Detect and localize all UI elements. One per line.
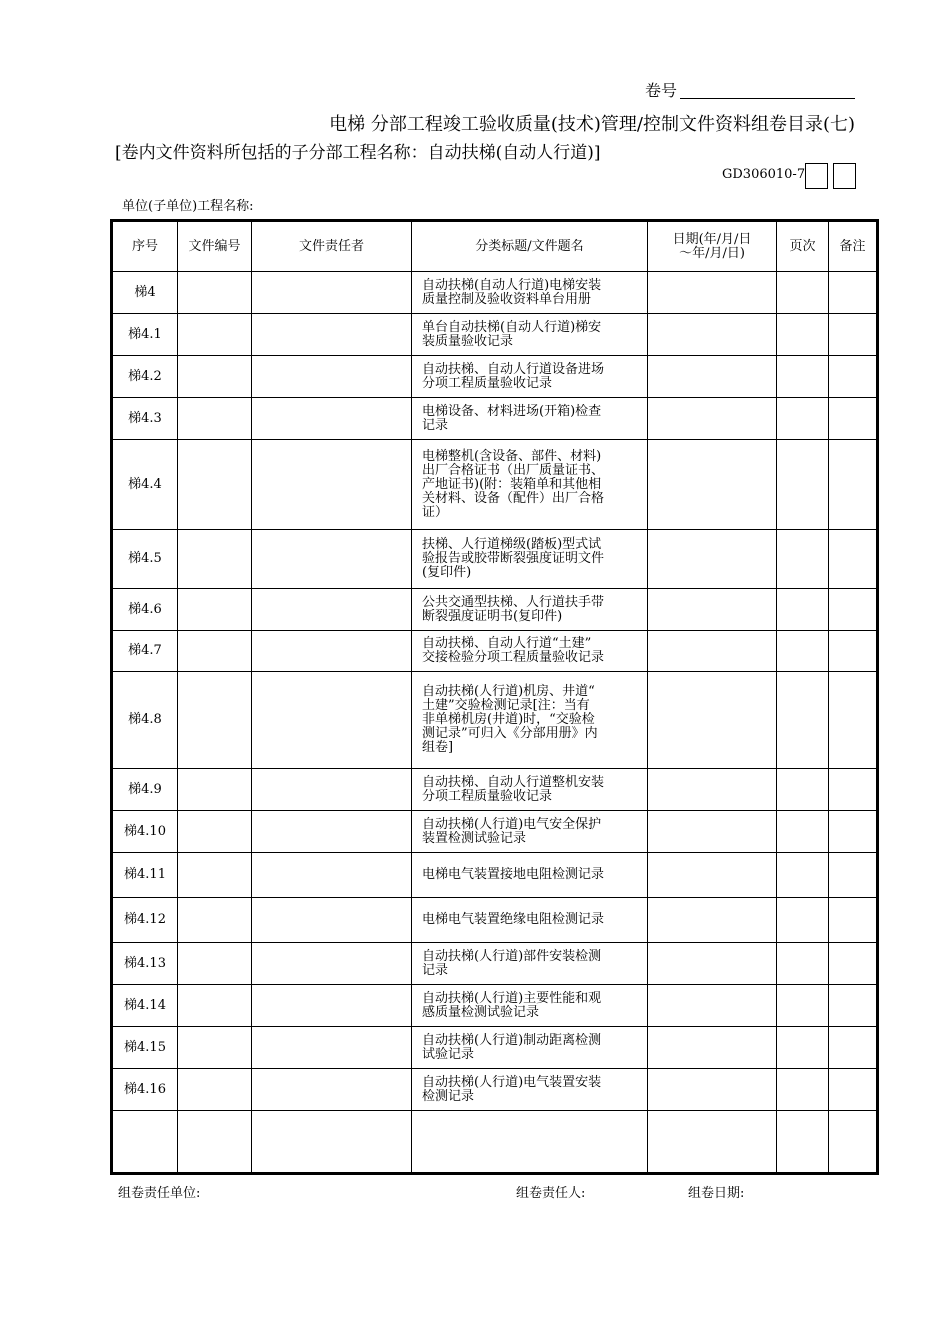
table-row [112, 1111, 878, 1174]
empty-cell [252, 898, 412, 943]
empty-cell [252, 1111, 412, 1174]
row-number: 梯4.5 [112, 530, 178, 589]
empty-cell [648, 985, 777, 1027]
empty-cell [252, 811, 412, 853]
empty-cell [252, 769, 412, 811]
footer-person-label: 组卷责任人: [516, 1186, 586, 1201]
code-box-2 [833, 163, 856, 189]
unit-name-label: 单位(子单位)工程名称: [122, 199, 254, 214]
empty-cell [178, 356, 252, 398]
form-code: GD306010-7 [722, 167, 806, 182]
row-number: 梯4.15 [112, 1027, 178, 1069]
empty-cell [648, 853, 777, 898]
file-title: 自动扶梯、自动人行道设备进场 分项工程质量验收记录 [412, 356, 648, 398]
empty-cell [829, 1111, 878, 1174]
volume-label: 卷号 [645, 81, 678, 100]
empty-cell [178, 898, 252, 943]
file-title: 自动扶梯(人行道)主要性能和观 感质量检测试验记录 [412, 985, 648, 1027]
empty-cell [829, 272, 878, 314]
file-title: 自动扶梯、自动人行道“土建” 交接检验分项工程质量验收记录 [412, 631, 648, 672]
row-number: 梯4.14 [112, 985, 178, 1027]
empty-cell [178, 985, 252, 1027]
empty-cell [777, 589, 829, 631]
empty-cell [252, 631, 412, 672]
footer-unit-label: 组卷责任单位: [118, 1186, 201, 1201]
empty-cell [829, 943, 878, 985]
empty-cell [648, 769, 777, 811]
empty-cell [178, 811, 252, 853]
table-row [112, 314, 878, 356]
empty-cell [178, 672, 252, 769]
row-number: 梯4.11 [112, 853, 178, 898]
subtitle: [卷内文件资料所包括的子分部工程名称：自动扶梯(自动人行道)] [115, 143, 601, 163]
empty-cell [777, 272, 829, 314]
empty-cell [178, 1027, 252, 1069]
file-title: 单台自动扶梯(自动人行道)梯安 装质量验收记录 [412, 314, 648, 356]
empty-cell [648, 898, 777, 943]
file-title: 电梯电气装置接地电阻检测记录 [412, 853, 648, 898]
row-number: 梯4.8 [112, 672, 178, 769]
empty-cell [829, 589, 878, 631]
empty-cell [648, 1069, 777, 1111]
column-header: 分类标题/文件题名 [412, 221, 648, 272]
empty-cell [829, 811, 878, 853]
empty-cell [829, 314, 878, 356]
page-title: 电梯 分部工程竣工验收质量(技术)管理/控制文件资料组卷目录(七) [329, 114, 855, 135]
column-header: 序号 [112, 221, 178, 272]
empty-cell [648, 811, 777, 853]
empty-cell [648, 356, 777, 398]
file-title: 电梯电气装置绝缘电阻检测记录 [412, 898, 648, 943]
empty-cell [829, 398, 878, 440]
empty-cell [178, 530, 252, 589]
table-row [112, 631, 878, 672]
table-row [112, 898, 878, 943]
empty-cell [648, 440, 777, 530]
empty-cell [777, 1111, 829, 1174]
table-row [112, 589, 878, 631]
empty-cell [252, 1027, 412, 1069]
empty-cell [252, 356, 412, 398]
empty-cell [829, 1027, 878, 1069]
row-number: 梯4.4 [112, 440, 178, 530]
row-number: 梯4.12 [112, 898, 178, 943]
file-title [412, 1111, 648, 1174]
table-row [112, 853, 878, 898]
empty-cell [829, 440, 878, 530]
file-title: 电梯整机(含设备、部件、材料) 出厂合格证书（出厂质量证书、 产地证书)(附：装箱单和其他相 关材料、设备（配件）出厂合格 证） [412, 440, 648, 530]
empty-cell [178, 1111, 252, 1174]
empty-cell [252, 440, 412, 530]
empty-cell [777, 1069, 829, 1111]
column-header: 日期(年/月/日 ～年/月/日) [648, 221, 777, 272]
empty-cell [829, 853, 878, 898]
empty-cell [252, 589, 412, 631]
row-number: 梯4.16 [112, 1069, 178, 1111]
empty-cell [252, 272, 412, 314]
empty-cell [777, 811, 829, 853]
empty-cell [777, 314, 829, 356]
empty-cell [648, 530, 777, 589]
footer-date-label: 组卷日期: [688, 1186, 745, 1201]
empty-cell [648, 1111, 777, 1174]
empty-cell [648, 1027, 777, 1069]
file-title: 电梯设备、材料进场(开箱)检查 记录 [412, 398, 648, 440]
empty-cell [252, 672, 412, 769]
table-row [112, 440, 878, 530]
file-title: 扶梯、人行道梯级(踏板)型式试 验报告或胶带断裂强度证明文件 (复印件) [412, 530, 648, 589]
empty-cell [829, 631, 878, 672]
empty-cell [648, 672, 777, 769]
row-number: 梯4.6 [112, 589, 178, 631]
empty-cell [648, 631, 777, 672]
column-header: 文件责任者 [252, 221, 412, 272]
empty-cell [252, 314, 412, 356]
empty-cell [178, 440, 252, 530]
empty-cell [829, 672, 878, 769]
empty-cell [252, 943, 412, 985]
table-row [112, 985, 878, 1027]
empty-cell [829, 769, 878, 811]
table-row [112, 672, 878, 769]
file-title: 自动扶梯(人行道)制动距离检测 试验记录 [412, 1027, 648, 1069]
column-header: 备注 [829, 221, 878, 272]
table-row [112, 811, 878, 853]
row-number: 梯4.13 [112, 943, 178, 985]
empty-cell [648, 272, 777, 314]
empty-cell [829, 898, 878, 943]
empty-cell [648, 314, 777, 356]
empty-cell [777, 769, 829, 811]
row-number: 梯4.2 [112, 356, 178, 398]
empty-cell [178, 943, 252, 985]
row-number: 梯4.9 [112, 769, 178, 811]
row-number: 梯4.3 [112, 398, 178, 440]
table-row [112, 530, 878, 589]
empty-cell [252, 530, 412, 589]
empty-cell [178, 1069, 252, 1111]
empty-cell [252, 853, 412, 898]
file-title: 自动扶梯(人行道)部件安装检测 记录 [412, 943, 648, 985]
empty-cell [777, 943, 829, 985]
row-number: 梯4 [112, 272, 178, 314]
empty-cell [829, 985, 878, 1027]
empty-cell [829, 530, 878, 589]
file-title: 自动扶梯(人行道)电气安全保护 装置检测试验记录 [412, 811, 648, 853]
table-row [112, 398, 878, 440]
file-title: 自动扶梯(人行道)机房、井道“ 土建”交验检测记录[注：当有 非单梯机房(井道)时，“交验检 测记录”可归入《分部用册》内 组卷] [412, 672, 648, 769]
empty-cell [777, 631, 829, 672]
empty-cell [777, 356, 829, 398]
empty-cell [178, 853, 252, 898]
row-number: 梯4.1 [112, 314, 178, 356]
file-title: 自动扶梯(人行道)电气装置安装 检测记录 [412, 1069, 648, 1111]
empty-cell [178, 398, 252, 440]
empty-cell [178, 769, 252, 811]
empty-cell [777, 985, 829, 1027]
empty-cell [648, 589, 777, 631]
table-row [112, 272, 878, 314]
empty-cell [829, 1069, 878, 1111]
empty-cell [777, 398, 829, 440]
row-number: 梯4.10 [112, 811, 178, 853]
empty-cell [777, 672, 829, 769]
file-title: 自动扶梯、自动人行道整机安装 分项工程质量验收记录 [412, 769, 648, 811]
column-header: 页次 [777, 221, 829, 272]
empty-cell [252, 985, 412, 1027]
empty-cell [648, 943, 777, 985]
code-box-1 [805, 163, 828, 189]
table-row [112, 356, 878, 398]
empty-cell [777, 530, 829, 589]
empty-cell [777, 898, 829, 943]
catalog-table [110, 219, 879, 1175]
empty-cell [178, 631, 252, 672]
table-row [112, 769, 878, 811]
empty-cell [178, 589, 252, 631]
empty-cell [252, 1069, 412, 1111]
row-number [112, 1111, 178, 1174]
column-header: 文件编号 [178, 221, 252, 272]
file-title: 公共交通型扶梯、人行道扶手带 断裂强度证明书(复印件) [412, 589, 648, 631]
empty-cell [777, 853, 829, 898]
empty-cell [178, 272, 252, 314]
table-row [112, 1069, 878, 1111]
file-title: 自动扶梯(自动人行道)电梯安装 质量控制及验收资料单台用册 [412, 272, 648, 314]
empty-cell [777, 440, 829, 530]
table-row [112, 943, 878, 985]
empty-cell [829, 356, 878, 398]
empty-cell [648, 398, 777, 440]
table-row [112, 1027, 878, 1069]
row-number: 梯4.7 [112, 631, 178, 672]
empty-cell [252, 398, 412, 440]
empty-cell [178, 314, 252, 356]
volume-number-line [680, 98, 855, 99]
empty-cell [777, 1027, 829, 1069]
